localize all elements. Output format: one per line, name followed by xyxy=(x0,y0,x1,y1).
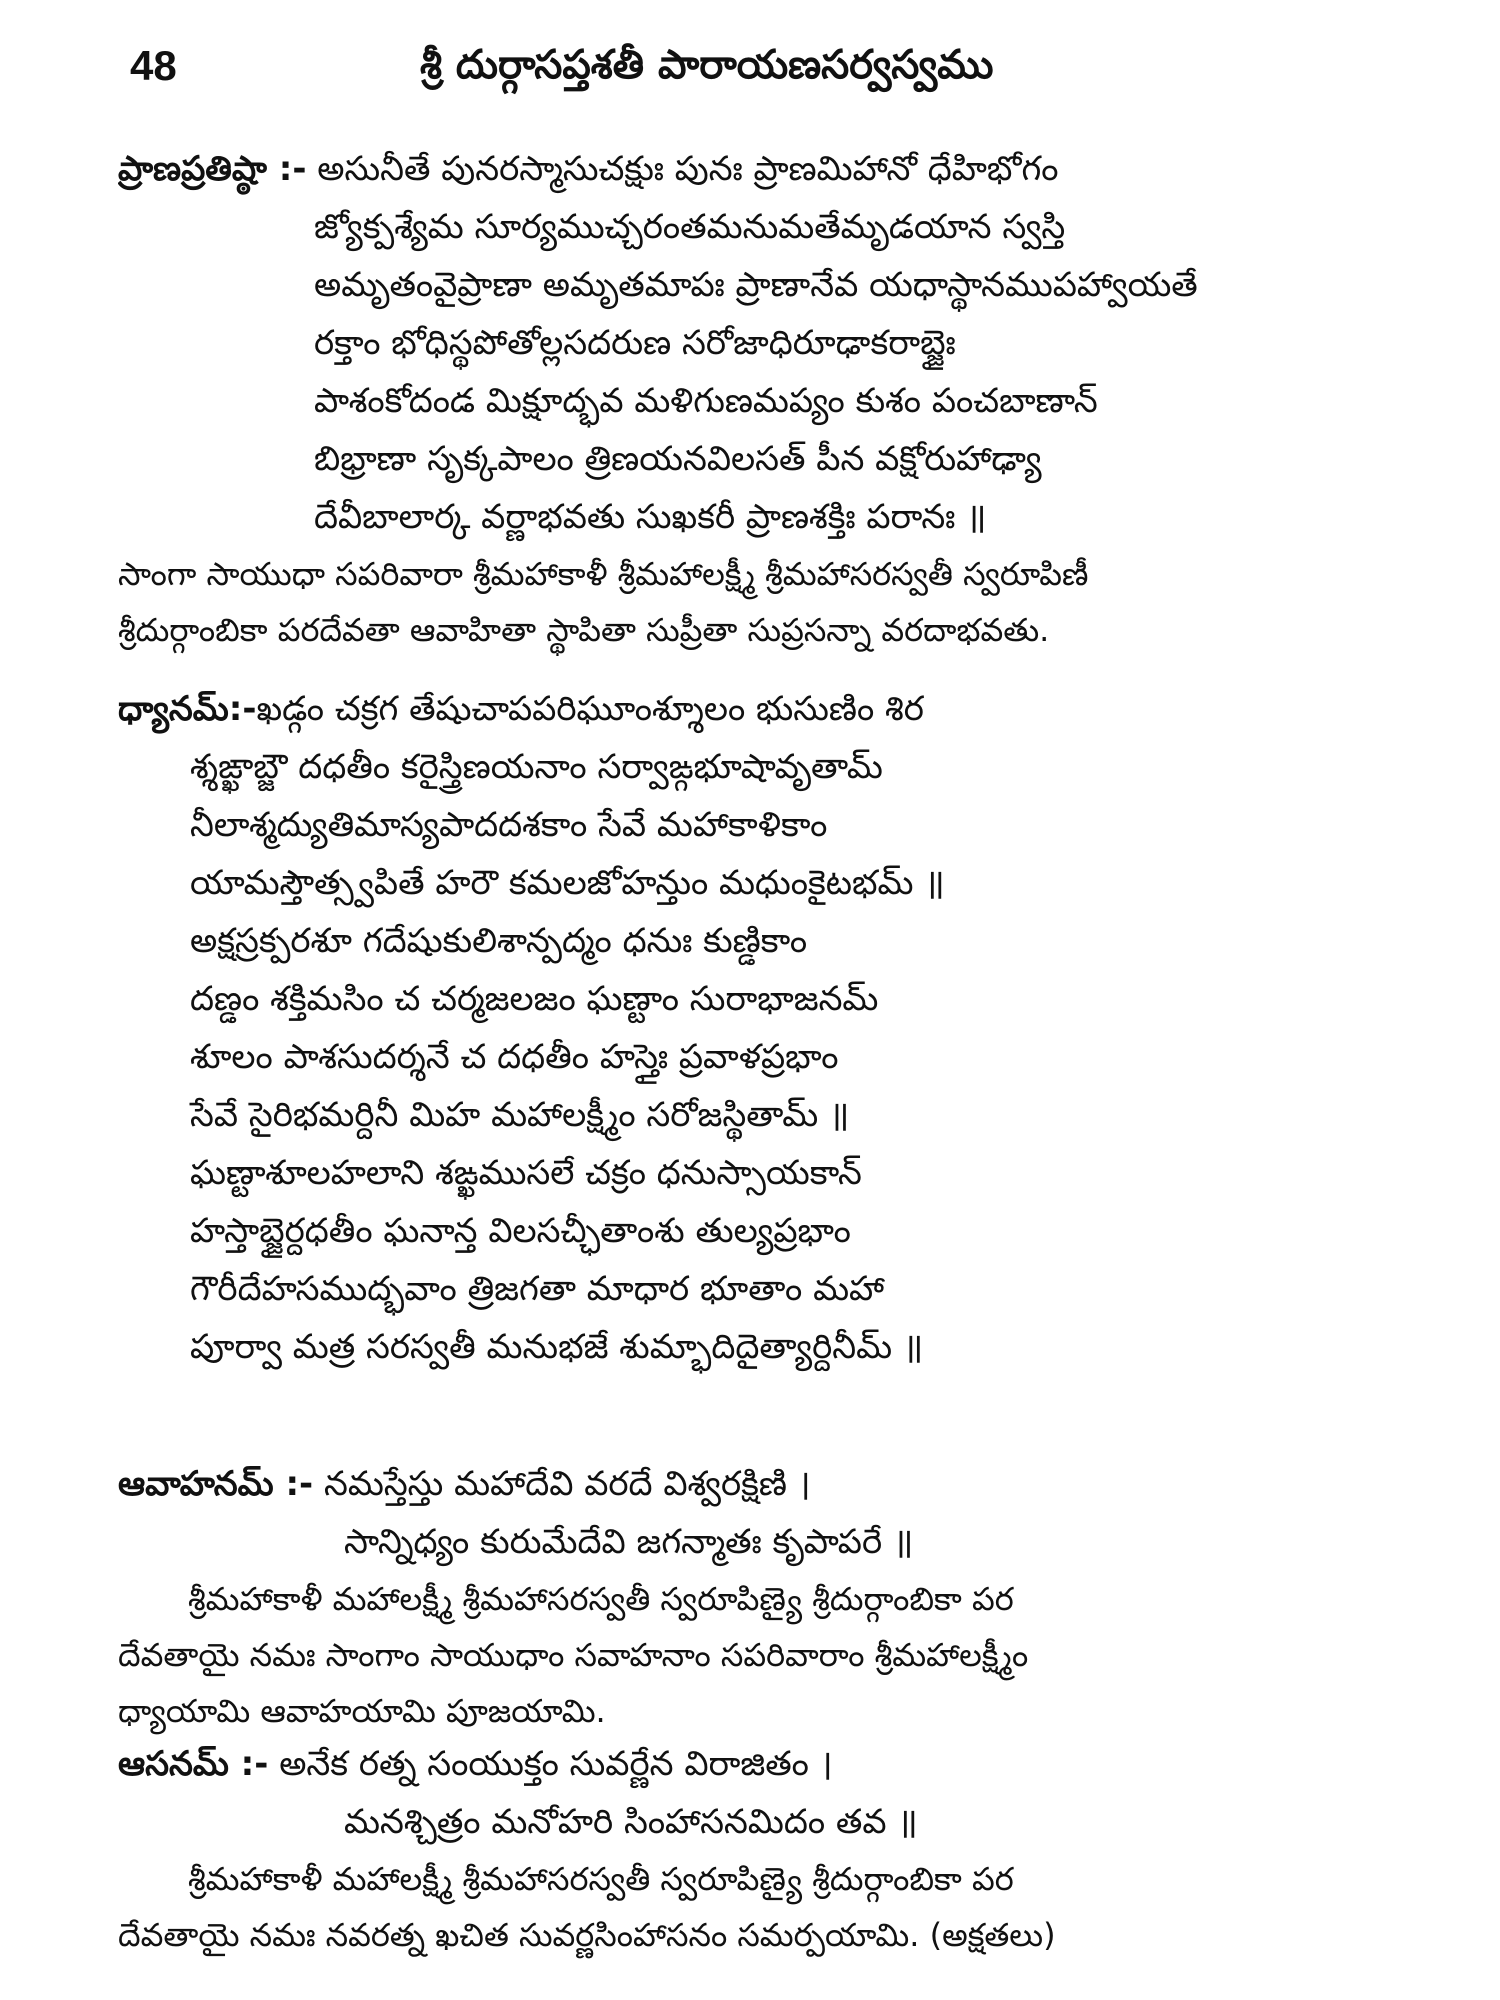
avahanam-first-line xyxy=(118,1455,1410,1513)
avahanam-heading: ఆవాహనమ్ :- xyxy=(118,1464,314,1504)
asanam-heading: ఆసనమ్ :- xyxy=(118,1744,269,1784)
verse-line: పాశంకోదండ మిక్షూద్భవ మళిగుణమప్యం కుశం పంచబాణాన్ xyxy=(314,381,1098,421)
verse-line: అనేక రత్న సంయుక్తం సువర్ణేన విరాజితం । xyxy=(268,1744,833,1784)
verse-line: సాన్నిధ్యం కురుమేదేవి జగన్మాతః కృపాపరే ॥ xyxy=(344,1522,914,1562)
verse-line: ఘణ్టాశూలహలాని శఙ్ఖముసలే చక్రం ధనుస్సాయకాన్ xyxy=(190,1153,862,1193)
prana-pratishtha-paragraph xyxy=(118,546,1410,658)
paragraph-line: శ్రీమహాకాళీ మహాలక్ష్మీ శ్రీమహాసరస్వతీ స్వరూపిణ్యై శ్రీదుర్గాంబికా పర xyxy=(188,1860,1014,1898)
verse-line: నీలాశ్మద్యుతిమాస్యపాదదశకాం సేవే మహాకాళికాం xyxy=(190,805,828,845)
verse-line: హస్తాబ్జైర్దధతీం ఘనాన్త విలసచ్ఛీతాంశు తుల్యప్రభాం xyxy=(190,1211,851,1251)
paragraph-line: దేవతాయై నమః నవరత్న ఖచిత సువర్ణసింహాసనం సమర్పయామి. (అక్షతలు) xyxy=(118,1916,1056,1954)
verse-line: సేవే సైరిభమర్దినీ మిహ మహాలక్ష్మీం సరోజస్థితామ్ ॥ xyxy=(190,1095,850,1135)
verse-line: అమృతంవైప్రాణా అమృతమాపః ప్రాణానేవ యధాస్థానముపహ్వాయతే xyxy=(314,265,1198,305)
dhyanam-heading: ధ్యానమ్:- xyxy=(118,689,257,729)
paragraph-line: శ్రీమహాకాళీ మహాలక్ష్మీ శ్రీమహాసరస్వతీ స్వరూపిణ్యై శ్రీదుర్గాంబికా పర xyxy=(188,1580,1014,1618)
verse-line: దణ్డం శక్తిమసిం చ చర్మజలజం ఘణ్టాం సురాభాజనమ్ xyxy=(190,979,879,1019)
page-header xyxy=(0,42,1500,112)
dhyanam-section xyxy=(118,680,1410,1376)
asanam-first-line xyxy=(118,1735,1410,1793)
verse-line: రక్తాం భోధిస్థపోతోల్లసదరుణ సరోజాధిరూఢాకరాబ్జైః xyxy=(314,323,956,363)
paragraph-line: దేవతాయై నమః సాంగాం సాయుధాం సవాహనాం సపరివారాం శ్రీమహాలక్ష్మీం xyxy=(118,1636,1029,1674)
prana-pratishtha-section xyxy=(118,140,1410,658)
verse-line: మనశ్చిత్రం మనోహరి సింహాసనమిదం తవ ॥ xyxy=(344,1802,918,1842)
asanam-section xyxy=(118,1735,1410,1963)
verse-line: గౌరీదేహసముద్భవాం త్రిజగతా మాధార భూతాం మహా xyxy=(190,1269,885,1309)
prana-pratishtha-first-line xyxy=(118,140,1410,198)
verse-line: అక్షస్రక్పరశూ గదేషుకులిశాన్పద్మం ధనుః కుణ్డికాం xyxy=(190,921,808,961)
verse-line: పూర్వా మత్ర సరస్వతీ మనుభజే శుమ్భాదిదైత్యార్దినీమ్ ॥ xyxy=(190,1327,924,1367)
verse-line: జ్యోక్పశ్యేమ సూర్యముచ్చరంతమనుమతేమృడయాన స్వస్తి xyxy=(314,207,1066,247)
verse-line: దేవీబాలార్క వర్ణాభవతు సుఖకరీ ప్రాణశక్తిః పరానః ॥ xyxy=(314,497,987,537)
avahanam-paragraph xyxy=(118,1571,1410,1739)
paragraph-line: శ్రీదుర్గాంబికా పరదేవతా ఆవాహితా స్థాపితా సుప్రీతా సుప్రసన్నా వరదాభవతు. xyxy=(118,611,1050,649)
asanam-paragraph xyxy=(118,1851,1410,1963)
verse-line: అసునీతే పునరస్మాసుచక్షుః పునః ప్రాణమిహానో ధేహిభోగం xyxy=(306,149,1059,189)
verse-line: ఖడ్గం చక్రగ తేషుచాపపరిఘూంశ్శూలం భుసుణిం శిర xyxy=(256,689,924,729)
verse-line: నమస్తేస్తు మహాదేవి వరదే విశ్వరక్షిణి । xyxy=(313,1464,811,1504)
verse-line: యామస్తౌత్స్వపితే హరౌ కమలజోహన్తుం మధుంకైటభమ్ ॥ xyxy=(190,863,945,903)
verse-line: శ్శఙ్ఖాబ్జౌ దధతీం కరైస్త్రిణయనాం సర్వాఙ్గభూషావృతామ్ xyxy=(190,747,883,787)
paragraph-line: సాంగా సాయుధా సపరివారా శ్రీమహాకాళీ శ్రీమహాలక్ష్మీ శ్రీమహాసరస్వతీ స్వరూపిణీ xyxy=(118,555,1089,593)
prana-pratishtha-heading: ప్రాణప్రతిష్ఠా :- xyxy=(118,149,307,189)
running-title: శ్రీ దుర్గాసప్తశతీ పారాయణసర్వస్వము xyxy=(420,42,994,88)
dhyanam-first-line xyxy=(118,680,1410,738)
verse-line: శూలం పాశసుదర్శనే చ దధతీం హస్తైః ప్రవాళప్రభాం xyxy=(190,1037,839,1077)
page-number: 48 xyxy=(130,42,177,89)
avahanam-section xyxy=(118,1455,1410,1739)
verse-line: బిభ్రాణా సృక్కపాలం త్రిణయనవిలసత్ పీన వక్షోరుహాఢ్యా xyxy=(314,439,1042,479)
paragraph-line: ధ్యాయామి ఆవాహయామి పూజయామి. xyxy=(118,1692,606,1730)
